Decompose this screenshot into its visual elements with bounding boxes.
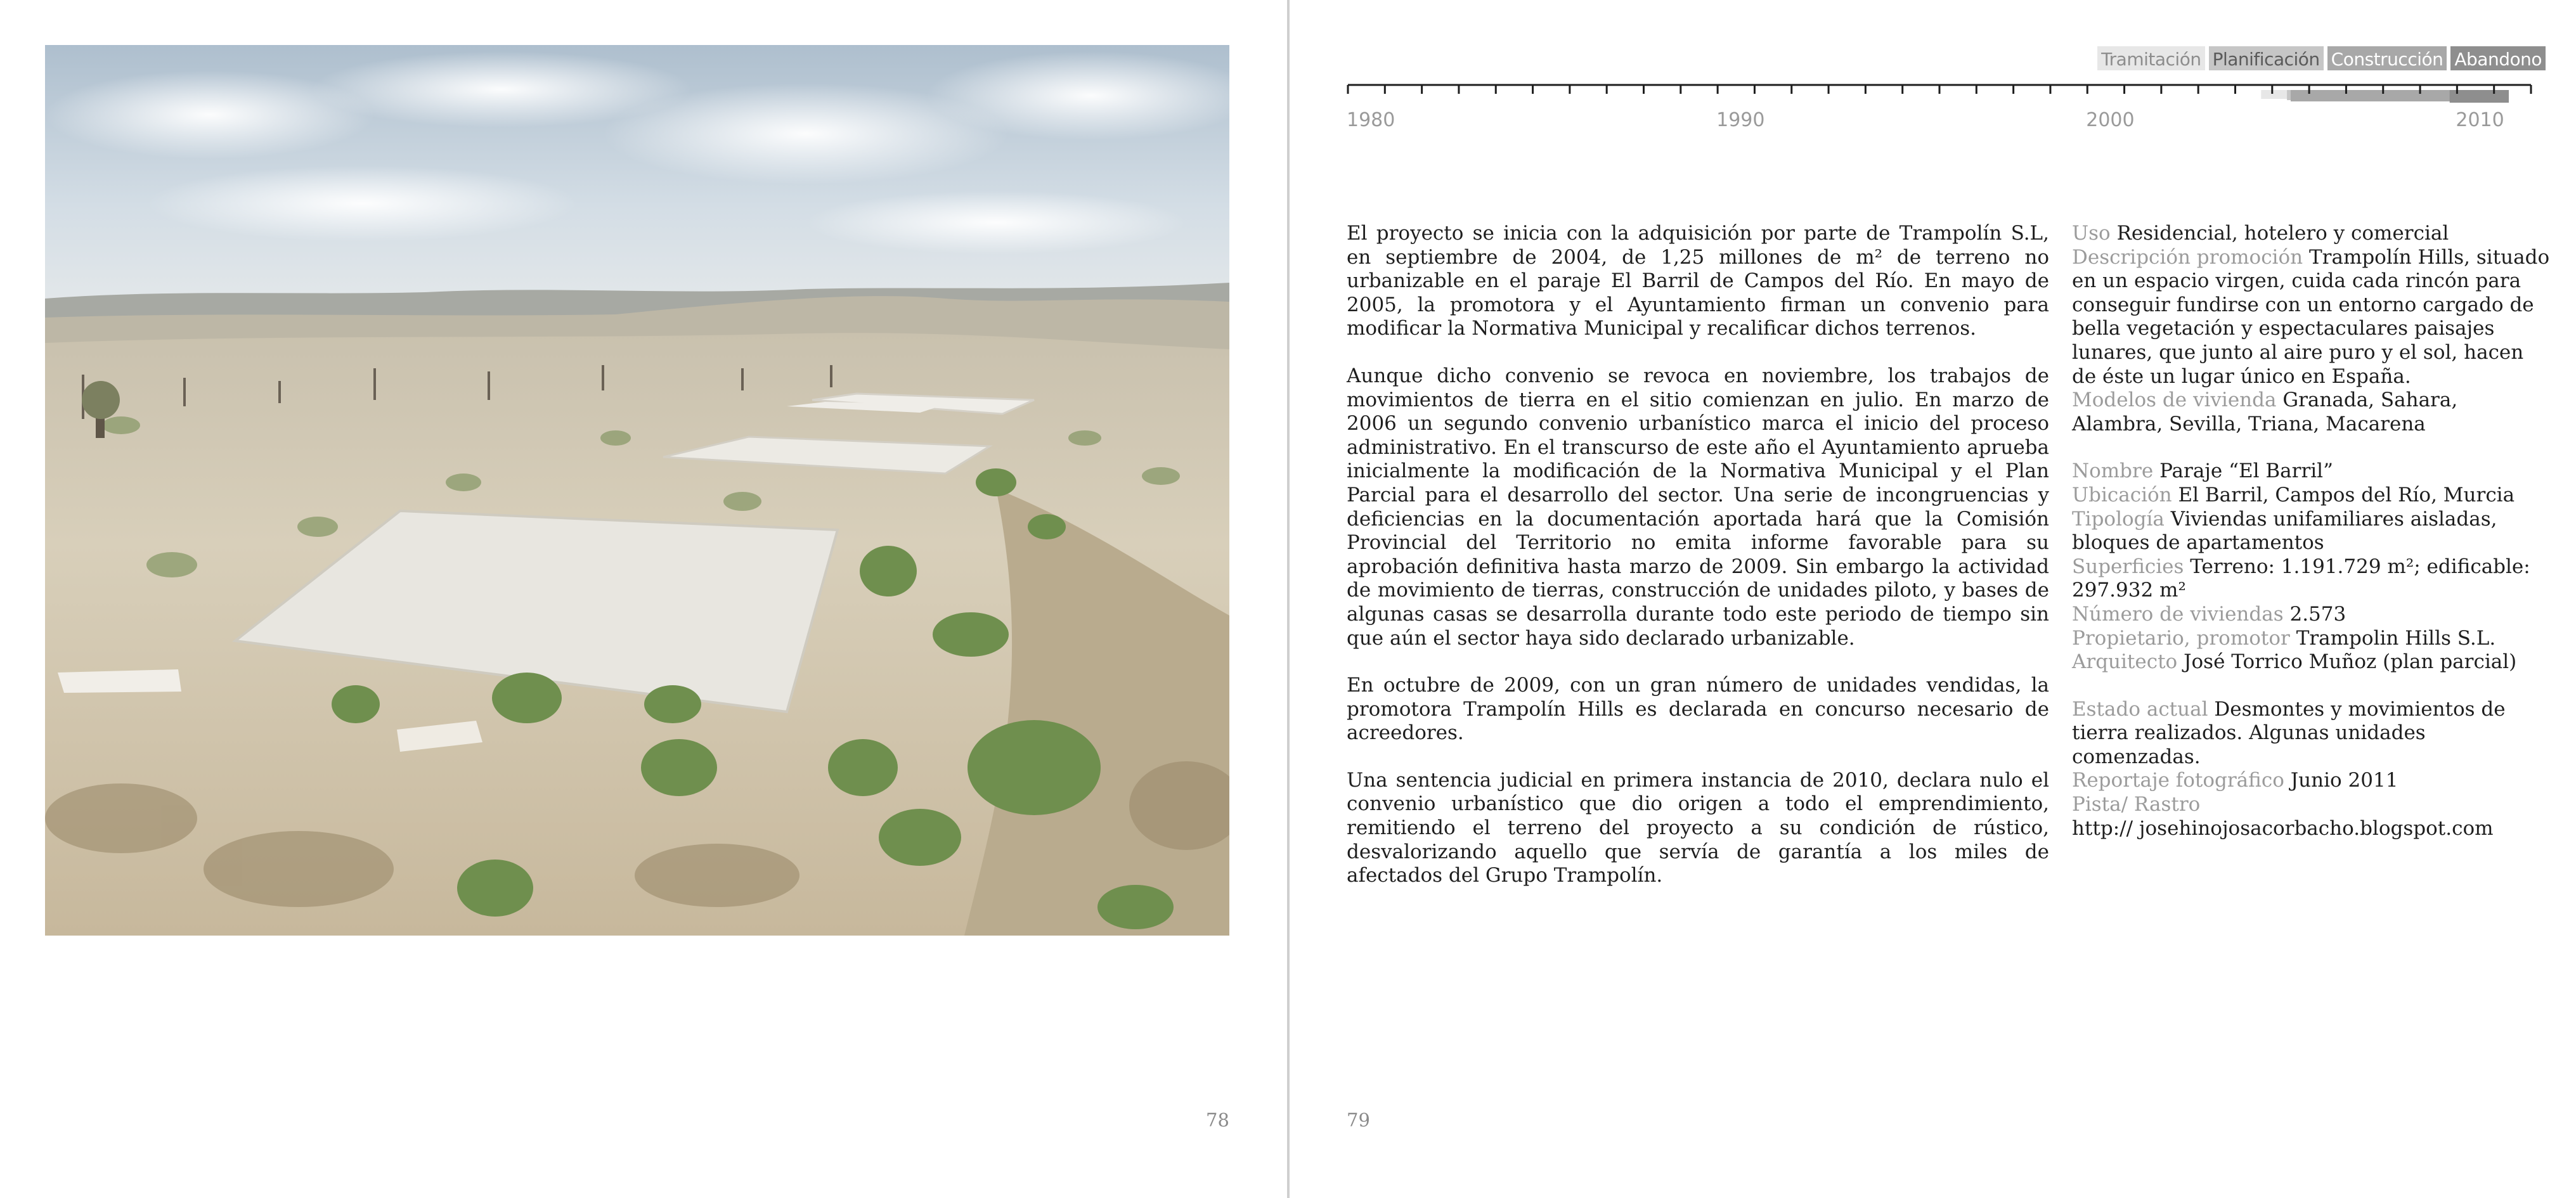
info-entry [2072, 555, 2554, 603]
info-value: Residencial, hotelero y comercial [2116, 222, 2449, 245]
info-value: Desmontes y movimientos de tierra realizados. Algunas unidades comenzadas. [2072, 697, 2506, 768]
timeline-phase-abandono [2450, 90, 2509, 103]
project-info-sidebar [2072, 222, 2554, 864]
timeline-axis [1347, 76, 2532, 114]
info-value: Terreno: 1.191.729 m²; edificable: 297.932 m² [2072, 555, 2530, 602]
paragraph: Una sentencia judicial en primera instancia de 2010, declara nulo el convenio urbanístico que dio origen a todo el emprendimiento, remitiendo el terreno del proyecto a su condición de rústico, desvalorizando aquello que servía de garantía a los miles de afectados del Grupo Trampolín. [1347, 768, 2049, 887]
info-entry [2072, 389, 2554, 436]
year-label-1980: 1980 [1347, 109, 1395, 131]
project-description [1347, 222, 2049, 911]
info-label: Estado actual [2072, 697, 2208, 721]
legend-construccion: Construcción [2327, 46, 2447, 70]
info-label: Tipología [2072, 507, 2165, 531]
info-entry [2072, 222, 2554, 246]
info-label: Pista/ Rastro [2072, 793, 2201, 816]
year-label-2010: 2010 [2456, 109, 2504, 131]
info-label: Arquitecto [2072, 650, 2178, 674]
left-page [0, 0, 1287, 1198]
page-number: 78 [1206, 1109, 1229, 1131]
info-entry [2072, 793, 2554, 841]
info-link[interactable]: http:// josehinojosacorbacho.blogspot.com [2072, 816, 2494, 840]
info-value: Trampolin Hills S.L. [2296, 626, 2496, 650]
info-label: Superficies [2072, 555, 2184, 578]
info-label: Número de viviendas [2072, 602, 2284, 626]
info-value: Paraje “El Barril” [2159, 460, 2333, 483]
info-value: Trampolín Hills, situado en un espacio virgen, cuida cada rincón para conseguir fundirse con un entorno cargado de bella vegetación y espectaculares paisajes lunares, que junto al aire puro y el sol, hacen de éste un lugar único en España. [2072, 245, 2550, 388]
info-label: Nombre [2072, 460, 2154, 483]
info-label: Reportaje fotográfico [2072, 769, 2284, 792]
legend-abandono: Abandono [2450, 46, 2546, 70]
info-group-status [2072, 698, 2554, 841]
info-label: Propietario, promotor [2072, 626, 2290, 650]
right-page [1290, 0, 2576, 1198]
info-label: Uso [2072, 222, 2111, 245]
paragraph: En octubre de 2009, con un gran número de unidades vendidas, la promotora Trampolín Hills es declarada en concurso necesario de acreedores. [1347, 674, 2049, 745]
info-value: José Torrico Muñoz (plan parcial) [2184, 650, 2517, 674]
info-label: Descripción promoción [2072, 245, 2303, 269]
info-entry [2072, 627, 2554, 651]
year-label-1990: 1990 [1716, 109, 1765, 131]
info-value: Granada, Sahara, Alambra, Sevilla, Triana, Macarena [2072, 389, 2458, 435]
project-timeline [1347, 76, 2532, 139]
info-entry [2072, 698, 2554, 770]
info-group-details [2072, 460, 2554, 674]
landscape-photo [45, 45, 1229, 936]
legend-tramitacion: Tramitación [2097, 46, 2204, 70]
info-entry [2072, 246, 2554, 389]
info-entry [2072, 603, 2554, 627]
info-group-usage [2072, 222, 2554, 436]
legend-planificacion: Planificación [2209, 46, 2324, 70]
info-value: Junio 2011 [2290, 769, 2398, 792]
paragraph: Aunque dicho convenio se revoca en noviembre, los trabajos de movimientos de tierra en el sitio comienzan en julio. En marzo de 2006 un segundo convenio urbanístico marca el inicio del proceso administrativo. En el transcurso de este año el Ayuntamiento aprueba inicialmente la modificación de la Normativa Municipal y el Plan Parcial para el desarrollo del sector. Una serie de incongruencias y deficiencias en la documentación aportada hará que la Comisión Provincial del Territorio no emita informe favorable para su aprobación definitiva hasta marzo de 2009. Sin embargo la actividad de movimiento de tierras, construcción de unidades piloto, y bases de algunas casas se desarrolla durante todo este periodo de tiempo sin que aún el sector haya sido declarado urbanizable. [1347, 364, 2049, 650]
info-entry [2072, 484, 2554, 508]
info-label: Ubicación [2072, 483, 2172, 506]
info-value: El Barril, Campos del Río, Murcia [2178, 483, 2515, 506]
photo-illustration [45, 45, 1229, 936]
phase-legend [2097, 46, 2546, 70]
info-value: 2.573 [2289, 602, 2346, 626]
info-value: Viviendas unifamiliares aisladas, bloques de apartamentos [2072, 507, 2497, 555]
info-entry [2072, 650, 2554, 674]
info-entry [2072, 460, 2554, 484]
info-entry [2072, 508, 2554, 555]
year-label-2000: 2000 [2086, 109, 2135, 131]
page-number: 79 [1347, 1109, 1370, 1131]
info-entry [2072, 769, 2554, 793]
paragraph: El proyecto se inicia con la adquisición por parte de Trampolín S.L, en septiembre de 2004, de 1,25 millones de m² de terreno no urbanizable en el paraje El Barril de Campos del Río. En mayo de 2005, la promotora y el Ayuntamiento firman un convenio para modificar la Normativa Municipal y recalificar dichos terrenos. [1347, 222, 2049, 340]
info-label: Modelos de vivienda [2072, 389, 2277, 412]
